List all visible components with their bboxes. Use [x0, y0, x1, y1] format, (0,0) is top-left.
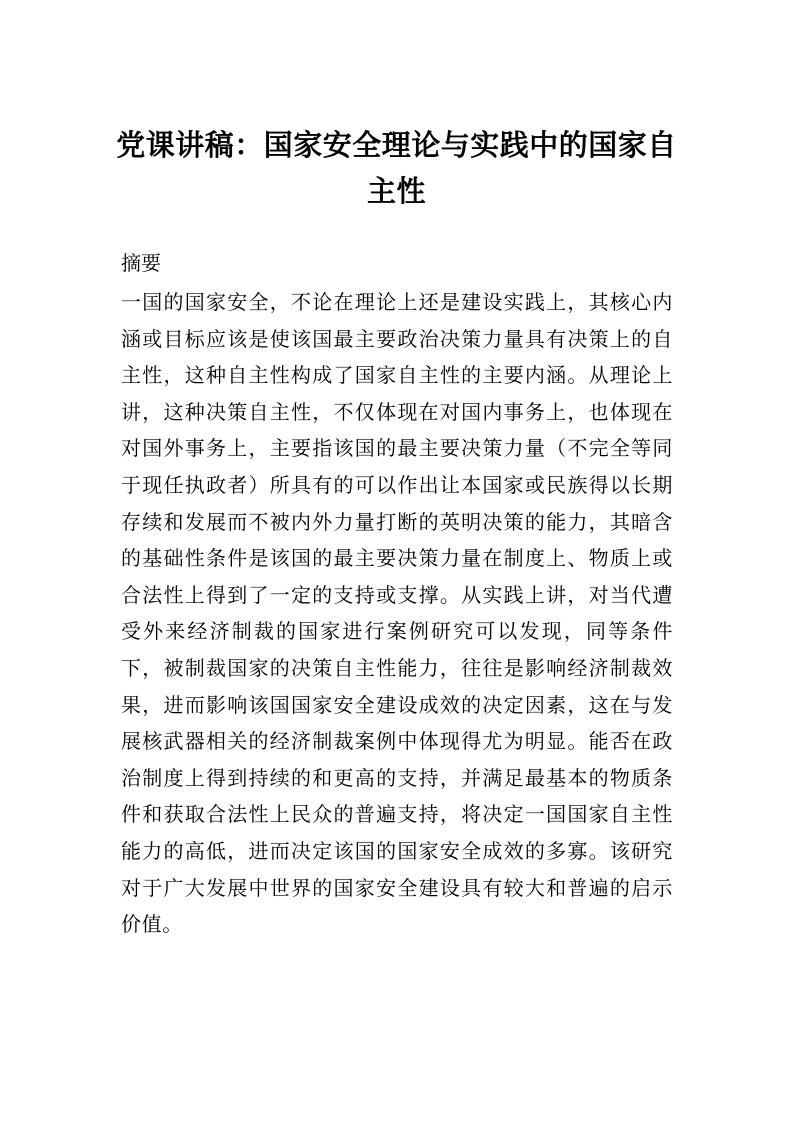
abstract-paragraph: 一国的国家安全，不论在理论上还是建设实践上，其核心内涵或目标应该是使该国最主要政治决策力量具有决策上的自主性，这种自主性构成了国家自主性的主要内涵。从理论上讲，这种决策自主性，不仅体现在对国内事务上，也体现在对国外事务上，主要指该国的最主要决策力量（不完全等同于现任执政者）所具有的可以作出让本国家或民族得以长期存续和发展而不被内外力量打断的英明决策的能力，其暗含的基础性条件是该国的最主要决策力量在制度上、物质上或合法性上得到了一定的支持或支撑。从实践上讲，对当代遭受外来经济制裁的国家进行案例研究可以发现，同等条件下，被制裁国家的决策自主性能力，往往是影响经济制裁效果，进而影响该国国家安全建设成效的决定因素，这在与发展核武器相关的经济制裁案例中体现得尤为明显。能否在政治制度上得到持续的和更高的支持，并满足最基本的物质条件和获取合法性上民众的普遍支持，将决定一国国家自主性能力的高低，进而决定该国的国家安全成效的多寡。该研究对于广大发展中世界的国家安全建设具有较大和普遍的启示价值。 — [121, 290, 673, 937]
abstract-heading: 摘要 — [121, 251, 161, 275]
document-title: 党课讲稿：国家安全理论与实践中的国家自主性 — [116, 128, 677, 208]
